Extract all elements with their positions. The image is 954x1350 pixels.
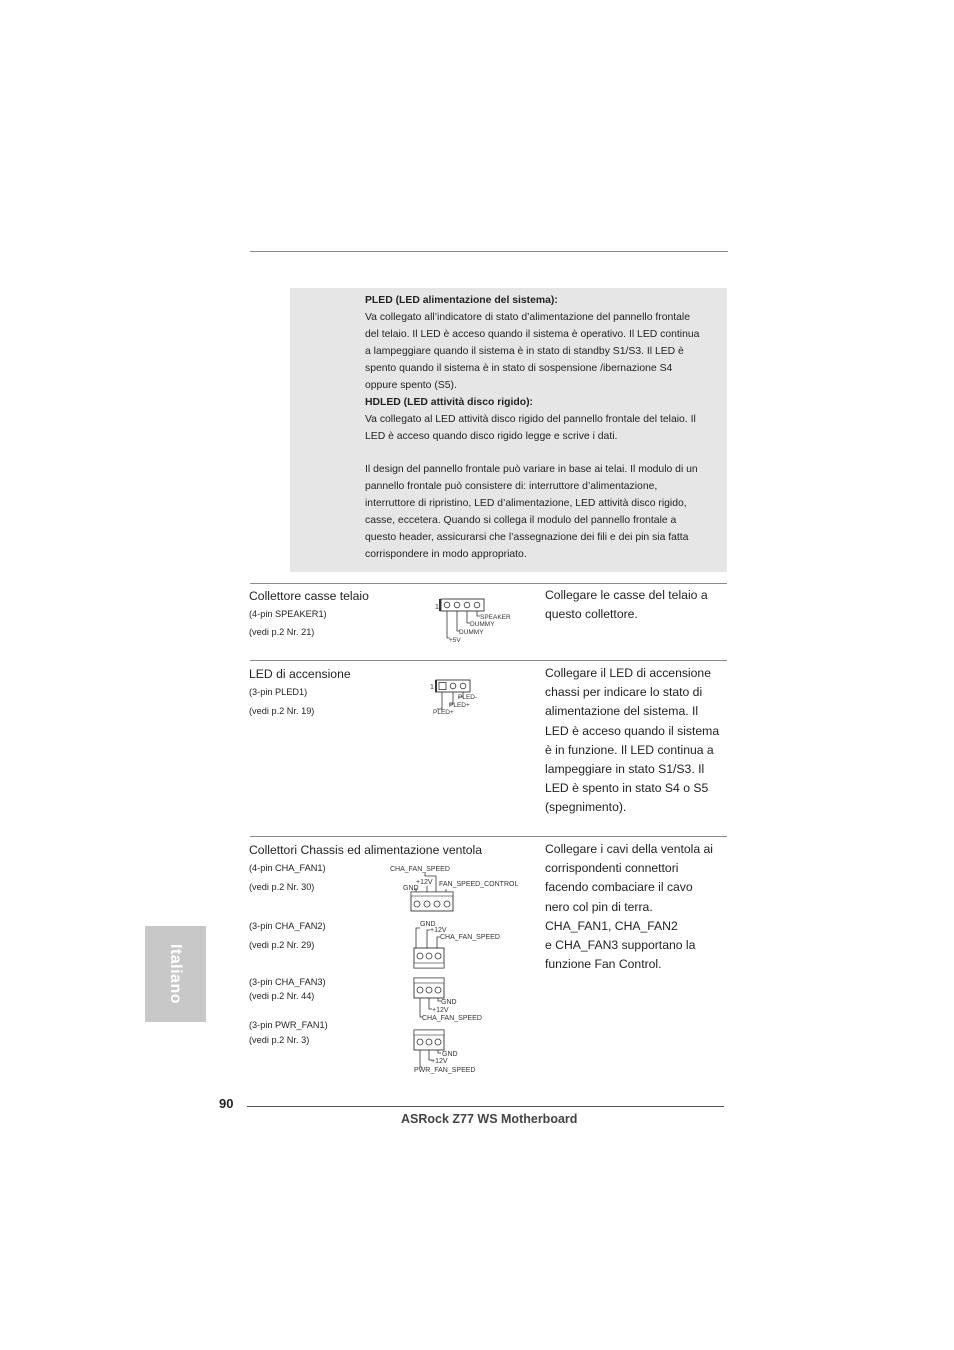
cha-fan3-header-diagram (410, 975, 510, 1027)
cha-fan2-ref: (vedi p.2 Nr. 29) (249, 940, 315, 950)
design-line: corrispondere in modo appropriato. (365, 549, 527, 560)
fans-title: Collettori Chassis ed alimentazione ventola (249, 843, 483, 857)
footer-product-name: ASRock Z77 WS Motherboard (401, 1112, 578, 1126)
desc-line: Collegare i cavi della ventola ai (545, 842, 714, 856)
info-box-text (365, 292, 729, 563)
desc-line: corrispondenti connettori (545, 861, 679, 876)
speaker-desc (545, 586, 729, 624)
hdled-heading: HDLED (LED attività disco rigido): (365, 397, 533, 408)
hdled-line: Va collegato al LED attività disco rigido del pannello frontale del telaio. Il (365, 414, 696, 425)
dummy-pin-label: DUMMY (459, 629, 484, 636)
pin1-label: 1 (430, 684, 434, 691)
pin1-label: 1 (435, 604, 439, 611)
speaker-pin: (4-pin SPEAKER1) (249, 609, 327, 619)
cha-fan2-header-diagram (410, 916, 510, 972)
section-rule (250, 660, 727, 661)
speaker-title: Collettore casse telaio (249, 589, 369, 603)
fan-speed-control-label: FAN_SPEED_CONTROL (439, 881, 519, 888)
desc-line: facendo combaciare il cavo (545, 880, 693, 895)
power-led-title: LED di accensione (249, 667, 351, 681)
cha-fan3-ref: (vedi p.2 Nr. 44) (249, 991, 315, 1001)
pled-heading: PLED (LED alimentazione del sistema): (365, 295, 558, 306)
desc-line: questo collettore. (545, 607, 638, 622)
desc-line: chassi per indicare lo stato di (545, 685, 703, 700)
pwr-fan1-pin: (3-pin PWR_FAN1) (249, 1020, 328, 1030)
speaker-pin-label: SPEAKER (480, 614, 511, 621)
desc-line: Collegare le casse del telaio a (545, 588, 708, 602)
dummy-pin-label: DUMMY (470, 621, 495, 628)
desc-line: (spegnimento). (545, 800, 627, 815)
section-rule (250, 836, 727, 837)
cha-fan3-pin: (3-pin CHA_FAN3) (249, 977, 326, 987)
design-line: Il design del pannello frontale può variare in base ai telai. Il modulo di un (365, 464, 698, 475)
power-led-ref: (vedi p.2 Nr. 19) (249, 706, 315, 716)
cha-fan1-ref: (vedi p.2 Nr. 30) (249, 882, 315, 892)
pwr-fan1-header-diagram (410, 1027, 510, 1077)
cha-fan2-pin: (3-pin CHA_FAN2) (249, 921, 326, 931)
pwr-fan1-ref: (vedi p.2 Nr. 3) (249, 1035, 310, 1045)
language-side-tab (145, 926, 206, 1022)
fans-desc (545, 840, 729, 974)
power-led-header-diagram (428, 677, 498, 717)
cha-fan-speed-label: CHA_FAN_SPEED (440, 934, 500, 941)
cha-fan-speed-label: CHA_FAN_SPEED (422, 1015, 482, 1022)
gnd-label: GND (403, 885, 419, 892)
pled-plus-label: PLED+ (433, 709, 454, 716)
power-led-desc (545, 664, 729, 818)
design-line: interruttore di ripristino, LED d’alimentazione, LED attività disco rigido, (365, 498, 687, 509)
section-rule (250, 583, 727, 584)
5v-pin-label: +5V (449, 637, 461, 644)
desc-line: funzione Fan Control. (545, 957, 662, 972)
top-rule (250, 251, 728, 252)
cha-fan1-header-diagram (388, 862, 528, 916)
12v-label: +12V (431, 1058, 448, 1065)
page-number: 90 (219, 1096, 234, 1111)
desc-line: CHA_FAN1, CHA_FAN2 (545, 918, 678, 933)
power-led-pin: (3-pin PLED1) (249, 687, 308, 697)
pled-line: oppure spento (S5). (365, 380, 457, 391)
design-line: casse, eccetera. Quando si collega il modulo del pannello frontale a (365, 515, 677, 526)
desc-line: è in funzione. Il LED continua a (545, 742, 714, 757)
speaker-header-diagram (430, 594, 530, 646)
pled-line: Va collegato all’indicatore di stato d’alimentazione del pannello frontale (365, 312, 691, 323)
design-line: questo header, assicurarsi che l’assegnazione dei fili e dei pin sia fatta (365, 532, 689, 543)
language-label: Italiano (167, 943, 184, 1005)
desc-line: alimentazione del sistema. Il (545, 704, 699, 719)
pled-line: a lampeggiare quando il sistema è in stato di standby S1/S3. Il LED è (365, 346, 684, 357)
desc-line: LED è acceso quando il sistema (545, 723, 720, 738)
pled-line: spento quando il sistema è in stato di sospensione /ibernazione S4 (365, 363, 673, 374)
pled-plus-label: PLED+ (449, 702, 470, 709)
desc-line: Collegare il LED di accensione (545, 666, 711, 680)
design-line: pannello frontale può consistere di: interruttore d’alimentazione, (365, 481, 658, 492)
desc-line: nero col pin di terra. (545, 899, 653, 914)
desc-line: lampeggiare in stato S1/S3. Il (545, 762, 705, 777)
desc-line: LED è spento in stato S4 o S5 (545, 781, 709, 796)
desc-line: e CHA_FAN3 supportano la (545, 938, 696, 953)
gnd-label: GND (420, 921, 436, 928)
gnd-label: GND (442, 1051, 458, 1058)
pled-minus-label: PLED- (458, 694, 478, 701)
hdled-line: LED è acceso quando disco rigido legge e scrive i dati. (365, 431, 618, 442)
cha-fan-speed-label: CHA_FAN_SPEED (390, 866, 450, 873)
pwr-fan-speed-label: PWR_FAN_SPEED (414, 1067, 476, 1074)
speaker-ref: (vedi p.2 Nr. 21) (249, 627, 315, 637)
12v-label: +12V (432, 1007, 449, 1014)
footer-rule (247, 1106, 724, 1107)
cha-fan1-pin: (4-pin CHA_FAN1) (249, 863, 326, 873)
12v-label: +12V (430, 927, 447, 934)
gnd-label: GND (441, 999, 457, 1006)
pled-line: del telaio. Il LED è acceso quando il sistema è operativo. Il LED continua (365, 329, 700, 340)
12v-label: +12V (416, 879, 433, 886)
